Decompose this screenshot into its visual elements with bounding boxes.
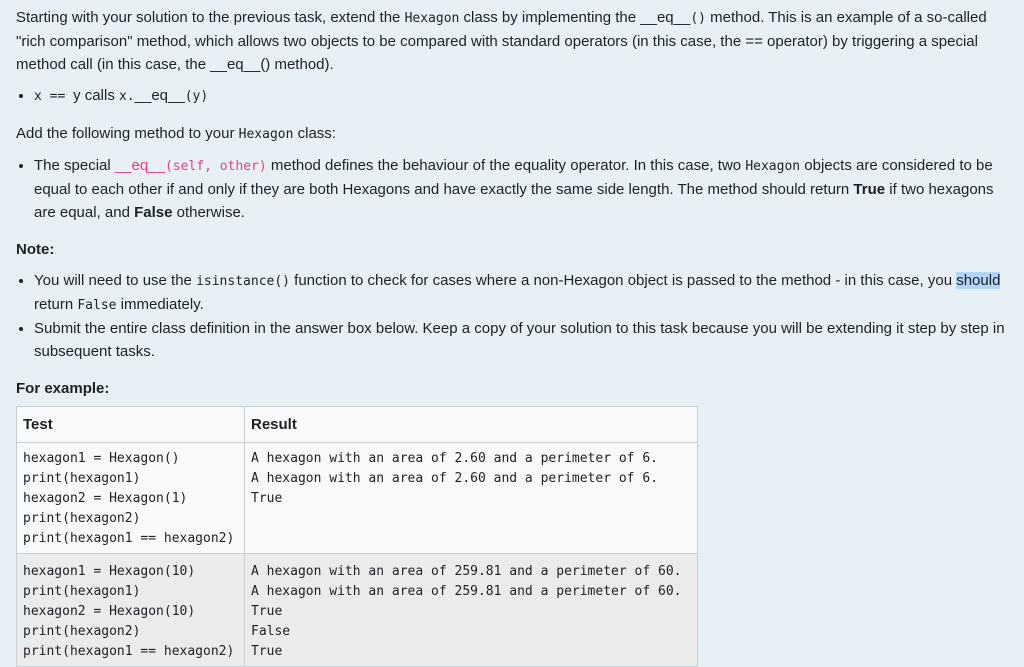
code-line: print(hexagon1): [23, 584, 141, 599]
output-line: A hexagon with an area of 2.60 and a perimeter of 6.: [251, 451, 658, 466]
code-line: hexagon2 = Hexagon(10): [23, 604, 196, 619]
column-header-result: Result: [245, 407, 698, 443]
code-line: print(hexagon1): [23, 471, 141, 486]
output-line: A hexagon with an area of 2.60 and a perimeter of 6.: [251, 471, 658, 486]
output-line: A hexagon with an area of 259.81 and a perimeter of 60.: [251, 564, 682, 579]
output-line: True: [251, 604, 283, 619]
method-list: [16, 154, 1006, 224]
code-line: hexagon1 = Hexagon(10): [23, 564, 196, 579]
list-item: • The special __eq__(self, other) method defines the behaviour of the equality operator. In this case, two Hexagon objects are considered to be equal to each other if and only if they are both Hexagons and have exactly the same side length. The method should return True if two hexagons are equal, and False otherwise.: [34, 154, 1006, 224]
code-line: hexagon1 = Hexagon(): [23, 451, 180, 466]
list-item: • Submit the entire class definition in the answer box below. Keep a copy of your solution to this task because you will be extending it step by step in subsequent tasks.: [34, 317, 1006, 363]
result-cell: [245, 443, 698, 554]
output-line: A hexagon with an area of 259.81 and a perimeter of 60.: [251, 584, 682, 599]
table-row: [17, 554, 698, 667]
question-text: [16, 6, 1006, 400]
output-line: False: [251, 624, 291, 639]
table-header-row: [17, 407, 698, 443]
list-item: • You will need to use the isinstance() function to check for cases where a non-Hexagon object is passed to the method - in this case, you should return False immediately.: [34, 269, 1006, 317]
list-item: • x == y calls x.__eq__(y): [34, 84, 1006, 108]
output-line: True: [251, 491, 283, 506]
column-header-test: Test: [17, 407, 245, 443]
table-row: [17, 443, 698, 554]
test-cell: [17, 554, 245, 667]
code-line: hexagon2 = Hexagon(1): [23, 491, 188, 506]
note-heading: Note:: [16, 241, 55, 258]
code-line: print(hexagon1 == hexagon2): [23, 644, 235, 659]
note-list: [16, 269, 1006, 363]
example-heading: For example:: [16, 380, 110, 397]
hexagon-code: Hexagon: [404, 11, 460, 26]
result-cell: [245, 554, 698, 667]
code-line: print(hexagon2): [23, 624, 141, 639]
call-list: [16, 84, 1006, 108]
intro-paragraph: Starting with your solution to the previous task, extend the Hexagon class by implementing the __eq__() method. This is an example of a so-called "rich comparison" method, which allows two objects to be compared with standard operators (in this case, the == operator) by triggering a special method call (in this case, the __eq__() method).: [16, 9, 987, 73]
add-method-line: Add the following method to your Hexagon class:: [16, 125, 336, 142]
output-line: True: [251, 644, 283, 659]
test-cell: [17, 443, 245, 554]
code-line: print(hexagon1 == hexagon2): [23, 531, 235, 546]
selected-text: should: [956, 272, 1001, 289]
code-line: print(hexagon2): [23, 511, 141, 526]
examples-table: [16, 406, 698, 667]
